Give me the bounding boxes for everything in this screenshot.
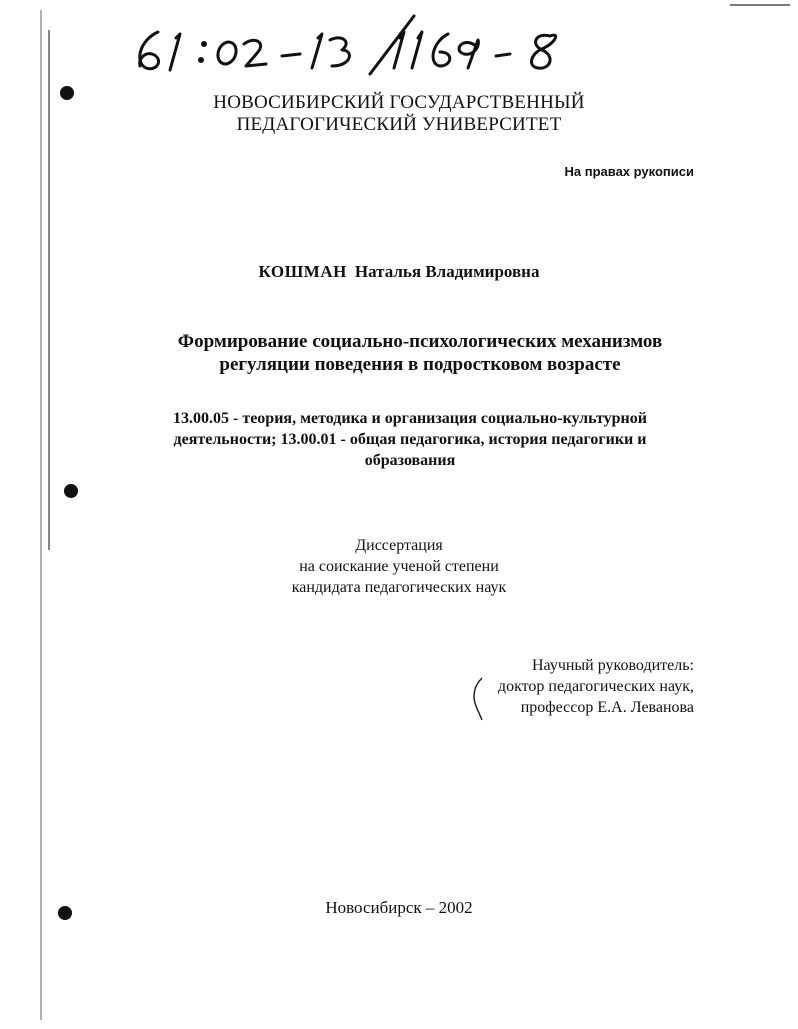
handwritten-bracket [466,676,486,722]
degree-line-1: Диссертация [355,537,443,554]
specialty-line-3: образования [364,452,456,469]
specialty-codes [120,408,700,471]
scan-edge-line-1 [40,10,42,1020]
author [0,262,798,282]
author-given-name: Наталья Владимировна [354,262,540,281]
university-name [0,92,798,136]
degree-line-2: на соискание ученой степени [299,558,499,575]
degree-statement [0,535,798,598]
title-line-2: регуляции поведения в подростковом возрасте [219,354,621,375]
supervisor-line-2: доктор педагогических наук, [497,678,694,695]
supervisor-line-3: профессор Е.А. Леванова [520,699,694,716]
university-line-2: ПЕДАГОГИЧЕСКИЙ УНИВЕРСИТЕТ [236,114,562,135]
manuscript-note: На правах рукописи [564,164,694,179]
author-surname: КОШМАН [258,262,347,281]
supervisor-line-1: Научный руководитель: [531,657,694,674]
handwritten-archive-number [118,10,578,80]
specialty-line-1: 13.00.05 - теория, методика и организация социально-культурной [173,410,647,427]
dissertation-title [140,330,700,376]
degree-line-3: кандидата педагогических наук [291,579,507,596]
city-year: Новосибирск – 2002 [325,898,473,917]
specialty-line-2: деятельности; 13.00.01 - общая педагогика, история педагогики и [173,431,647,448]
university-line-1: НОВОСИБИРСКИЙ ГОСУДАРСТВЕННЫЙ [213,92,585,113]
punch-hole-2 [64,484,78,498]
scan-top-mark [730,4,790,6]
title-line-1: Формирование социально-психологических механизмов [177,331,663,352]
scientific-supervisor [498,655,694,718]
